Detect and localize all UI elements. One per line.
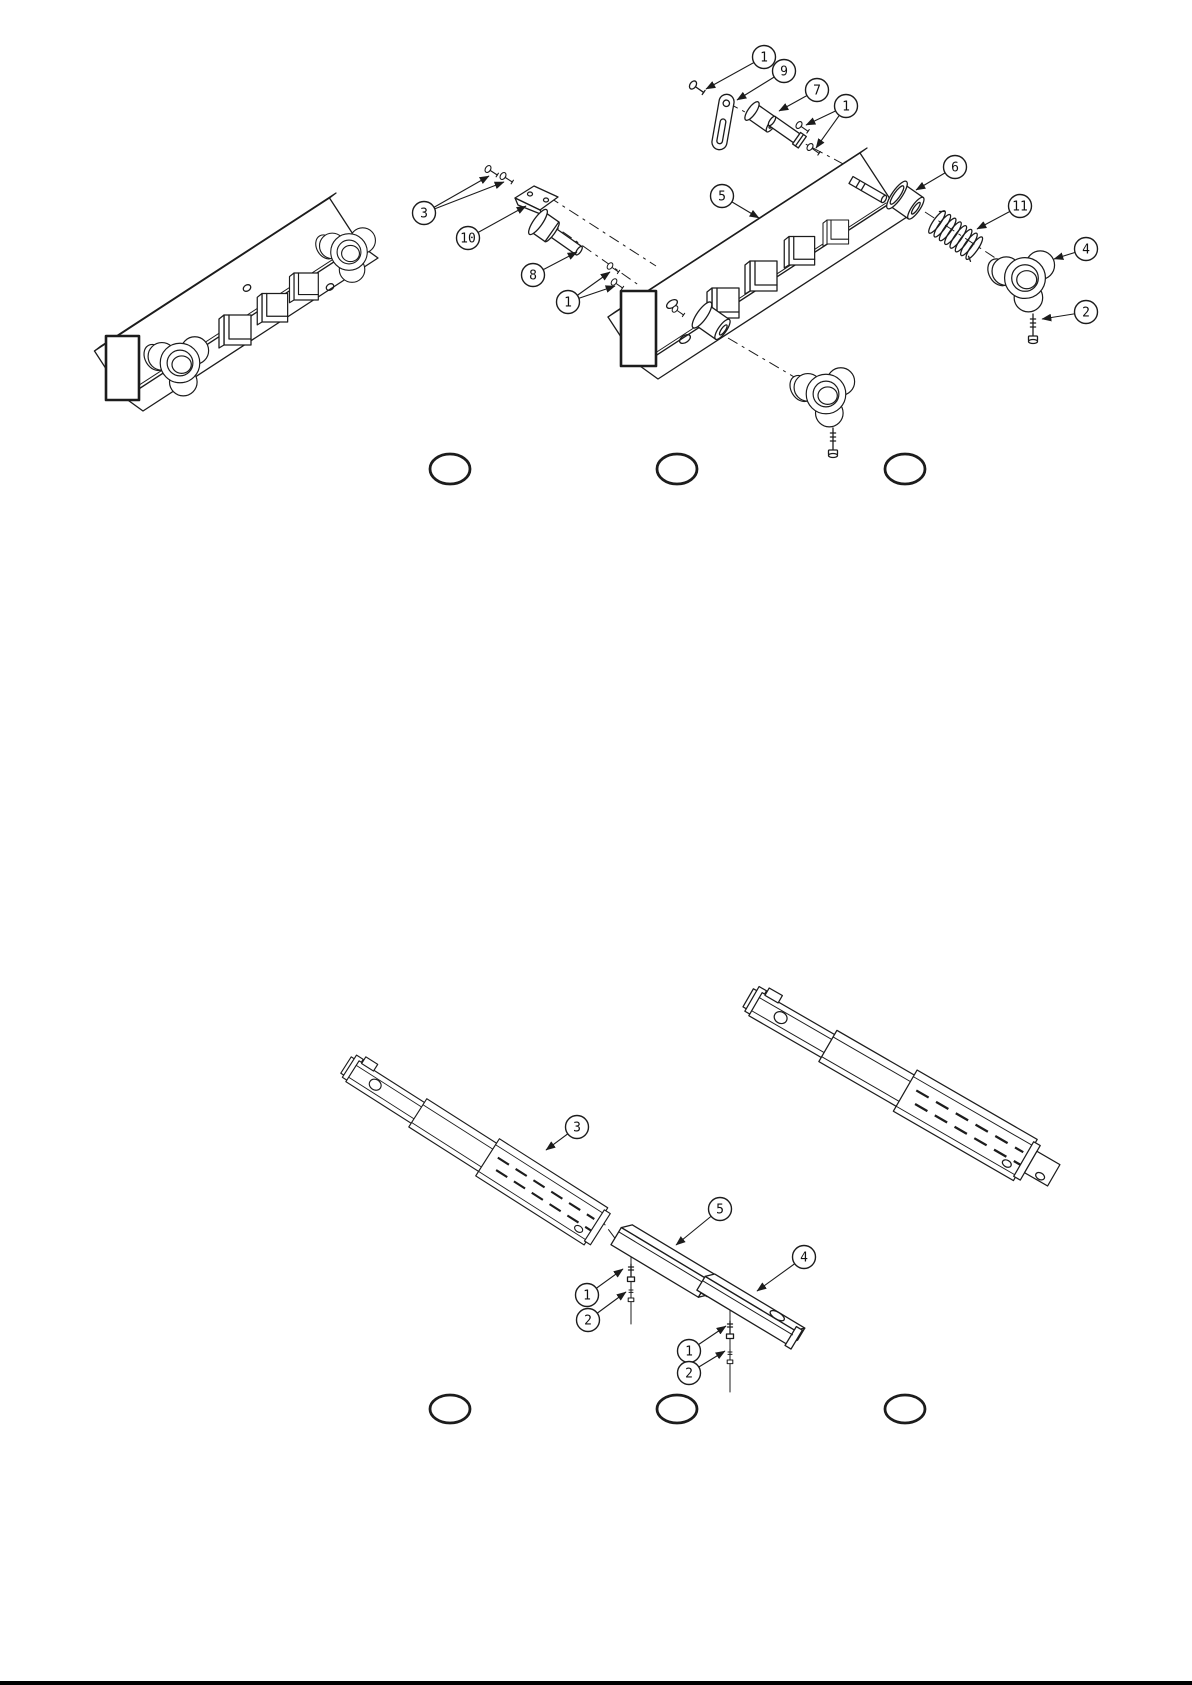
- telescoping-rail-right: [735, 979, 1065, 1197]
- callout-balloon-8: [522, 264, 545, 287]
- callout-label: 5: [716, 1202, 724, 1218]
- bracket-clip: [823, 220, 849, 246]
- part-bracket-plate: [515, 186, 558, 215]
- callout-label: 2: [1082, 305, 1090, 321]
- callout-label: 3: [420, 206, 428, 222]
- rail-end-cap: [106, 336, 139, 400]
- callout-balloon-1: [753, 46, 776, 69]
- callout-label: 1: [564, 295, 572, 311]
- oval-placeholder: [430, 454, 470, 484]
- callout-label: 5: [718, 189, 726, 205]
- upper-hardware-group: [688, 80, 821, 157]
- oval-placeholder: [657, 1395, 697, 1423]
- callout-label: 1: [760, 50, 768, 66]
- callout-balloon-9: [773, 60, 796, 83]
- oval-placeholders-bottom: [430, 1395, 925, 1423]
- part-strap-link: [711, 93, 735, 151]
- bracket-clip: [257, 294, 287, 325]
- left-hardware-group: [484, 164, 625, 291]
- callout-balloon-5: [709, 1198, 732, 1221]
- oval-placeholder: [885, 1395, 925, 1423]
- screw: [829, 428, 838, 458]
- callout-label: 2: [685, 1366, 693, 1382]
- screw: [727, 1321, 734, 1339]
- callout-balloon-4: [793, 1246, 816, 1269]
- screw: [628, 1264, 635, 1282]
- bracket-clip: [745, 261, 777, 294]
- callout-label: 7: [813, 83, 821, 99]
- bracket-clip: [219, 315, 251, 348]
- callout-balloon-2: [1075, 301, 1098, 324]
- callout-balloon-11: [1009, 195, 1032, 218]
- callout-label: 10: [460, 231, 476, 247]
- callout-label: 6: [951, 160, 959, 176]
- figure-top-exploded-rail: [95, 46, 1098, 485]
- callout-label: 4: [1082, 242, 1090, 258]
- rail-end-cap: [621, 291, 656, 366]
- figure-bottom-telescoping-rails: [333, 979, 1065, 1423]
- callout-balloon-10: [457, 227, 480, 250]
- oval-placeholders-top: [430, 454, 925, 484]
- callout-label: 1: [842, 99, 850, 115]
- callout-balloon-5: [711, 185, 734, 208]
- part-knob: [785, 368, 854, 427]
- screw: [727, 1350, 733, 1364]
- footer-rule: [0, 1681, 1192, 1685]
- callout-label: 3: [573, 1120, 581, 1136]
- callout-balloon-2-left: [577, 1309, 600, 1332]
- part-shoulder-pin: [526, 207, 589, 264]
- callout-balloon-6: [944, 156, 967, 179]
- oval-placeholder: [885, 454, 925, 484]
- part-spring: [926, 209, 986, 262]
- part-knob: [983, 251, 1054, 312]
- oval-placeholder: [430, 1395, 470, 1423]
- oval-placeholder: [657, 454, 697, 484]
- callout-balloon-1c: [557, 291, 580, 314]
- screw: [628, 1288, 634, 1302]
- callout-label: 1: [685, 1344, 693, 1360]
- left-rail-assembly: [95, 193, 379, 411]
- part-end-rail: [696, 1270, 805, 1349]
- lower-knob-group: [785, 368, 854, 458]
- callout-balloon-3: [413, 202, 436, 225]
- screw: [688, 80, 706, 97]
- callout-balloon-1b: [835, 95, 858, 118]
- callout-balloon-4: [1075, 238, 1098, 261]
- callout-label: 8: [529, 268, 537, 284]
- right-rail-exploded: [608, 148, 910, 379]
- callout-label: 2: [584, 1313, 592, 1329]
- callout-label: 1: [583, 1288, 591, 1304]
- screw: [1029, 314, 1038, 344]
- bracket-clip: [290, 273, 319, 303]
- screw: [610, 278, 625, 291]
- callout-balloon-1-right: [678, 1340, 701, 1363]
- callout-label: 9: [780, 64, 788, 80]
- callout-balloon-2-right: [678, 1362, 701, 1385]
- telescoping-rail-left: [333, 1048, 612, 1248]
- callout-balloon-1-left: [576, 1284, 599, 1307]
- callout-label: 4: [800, 1250, 808, 1266]
- callout-balloon-3: [566, 1116, 589, 1139]
- screw: [484, 164, 500, 178]
- bracket-clip: [784, 237, 814, 268]
- callout-balloon-7: [806, 79, 829, 102]
- part-pin: [766, 114, 806, 148]
- callout-label: 11: [1012, 199, 1028, 215]
